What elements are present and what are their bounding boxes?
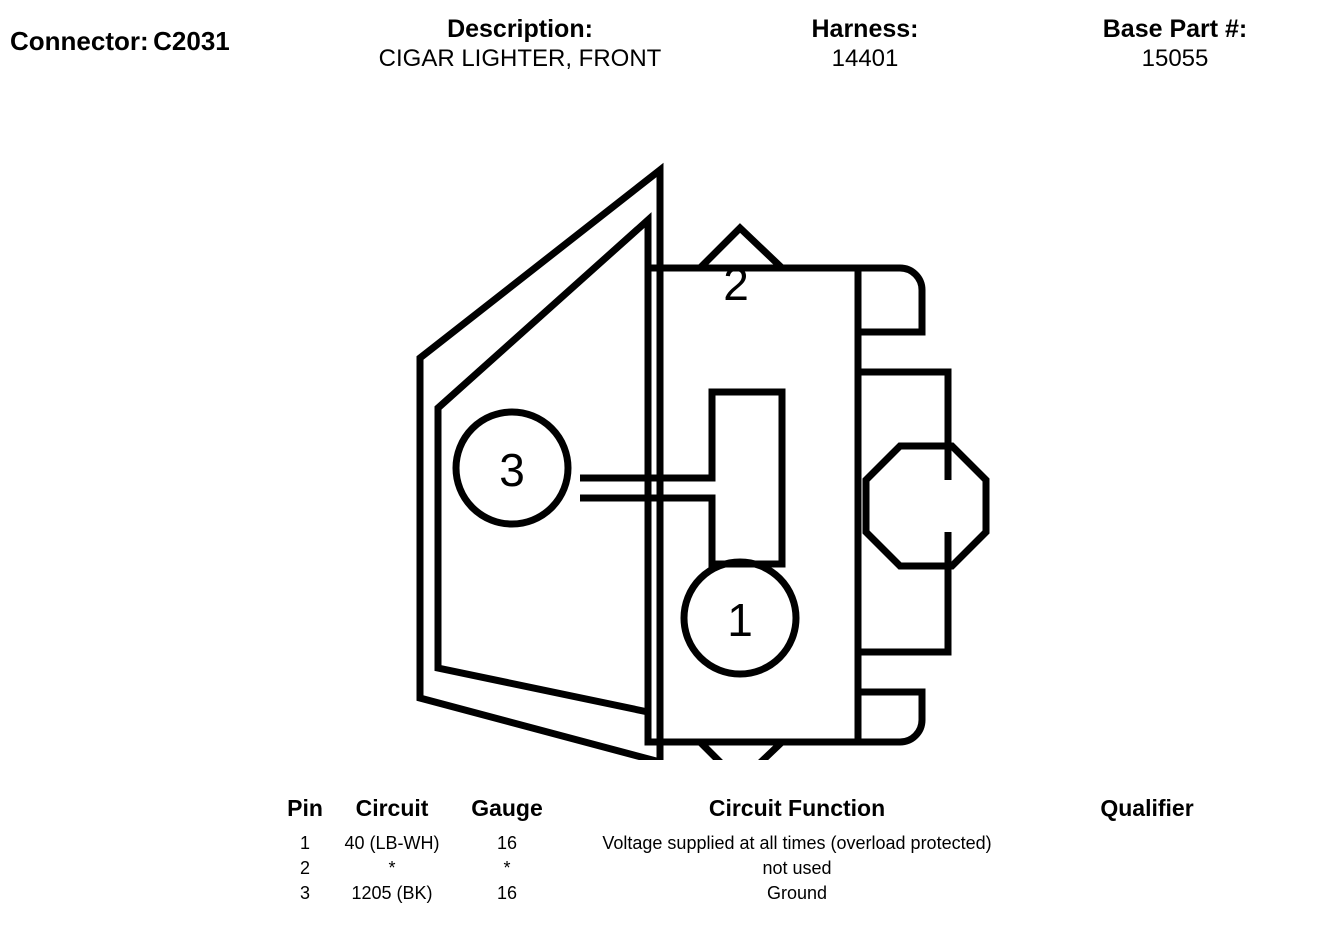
description-label: Description: [447, 15, 593, 43]
row-circuit: 40 (LB-WH) [344, 833, 440, 853]
connector-label: Connector: [10, 26, 149, 56]
row-pin: 3 [299, 883, 310, 903]
row-gauge: 16 [496, 883, 518, 903]
pin-3-callout: 3 [499, 444, 525, 496]
table-row [0, 831, 1262, 856]
pin-2-callout: 2 [723, 258, 749, 310]
right-lock-boss [866, 446, 986, 566]
table-spacer-cell [0, 856, 278, 881]
connector-column [10, 26, 230, 56]
harness-column [690, 14, 1040, 74]
base-part-column [1010, 14, 1340, 74]
row-circuit: 1205 (BK) [351, 883, 433, 903]
row-pin: 1 [299, 833, 310, 853]
row-gauge: * [503, 858, 511, 878]
harness-value: 14401 [831, 45, 899, 72]
pin-table-container [0, 795, 1344, 906]
column-header-qualifier: Qualifier [1100, 795, 1194, 821]
pin-table [0, 795, 1262, 906]
row-qualifier [1032, 831, 1262, 856]
connector-body-inner-outline [438, 220, 648, 712]
base-part-value: 15055 [1141, 45, 1209, 72]
table-row [0, 856, 1262, 881]
table-spacer-cell [0, 831, 278, 856]
base-part-label: Base Part #: [1102, 15, 1248, 43]
row-function: not used [762, 858, 832, 878]
connector-value: C2031 [153, 26, 230, 56]
column-header-gauge: Gauge [471, 795, 543, 821]
table-spacer [0, 795, 278, 831]
row-circuit: * [388, 858, 396, 878]
column-header-function: Circuit Function [708, 795, 886, 821]
top-latch-wing [660, 268, 922, 332]
table-row [0, 881, 1262, 906]
lower-right-step [858, 532, 948, 652]
table-header-row [0, 795, 1262, 831]
harness-label: Harness: [811, 15, 919, 43]
row-qualifier [1032, 881, 1262, 906]
row-function: Ground [766, 883, 828, 903]
row-gauge: 16 [496, 833, 518, 853]
connector-diagram [0, 100, 1344, 760]
pin-1-callout: 1 [727, 594, 753, 646]
bottom-latch-wing [660, 692, 922, 742]
column-header-circuit: Circuit [355, 795, 429, 821]
center-keyway [580, 392, 782, 564]
row-qualifier [1032, 856, 1262, 881]
row-function: Voltage supplied at all times (overload protected) [602, 833, 992, 853]
row-pin: 2 [299, 858, 310, 878]
table-spacer-cell [0, 881, 278, 906]
header [0, 0, 1344, 100]
description-value: CIGAR LIGHTER, FRONT [378, 45, 662, 72]
upper-right-step [858, 372, 948, 480]
column-header-pin: Pin [287, 795, 323, 821]
